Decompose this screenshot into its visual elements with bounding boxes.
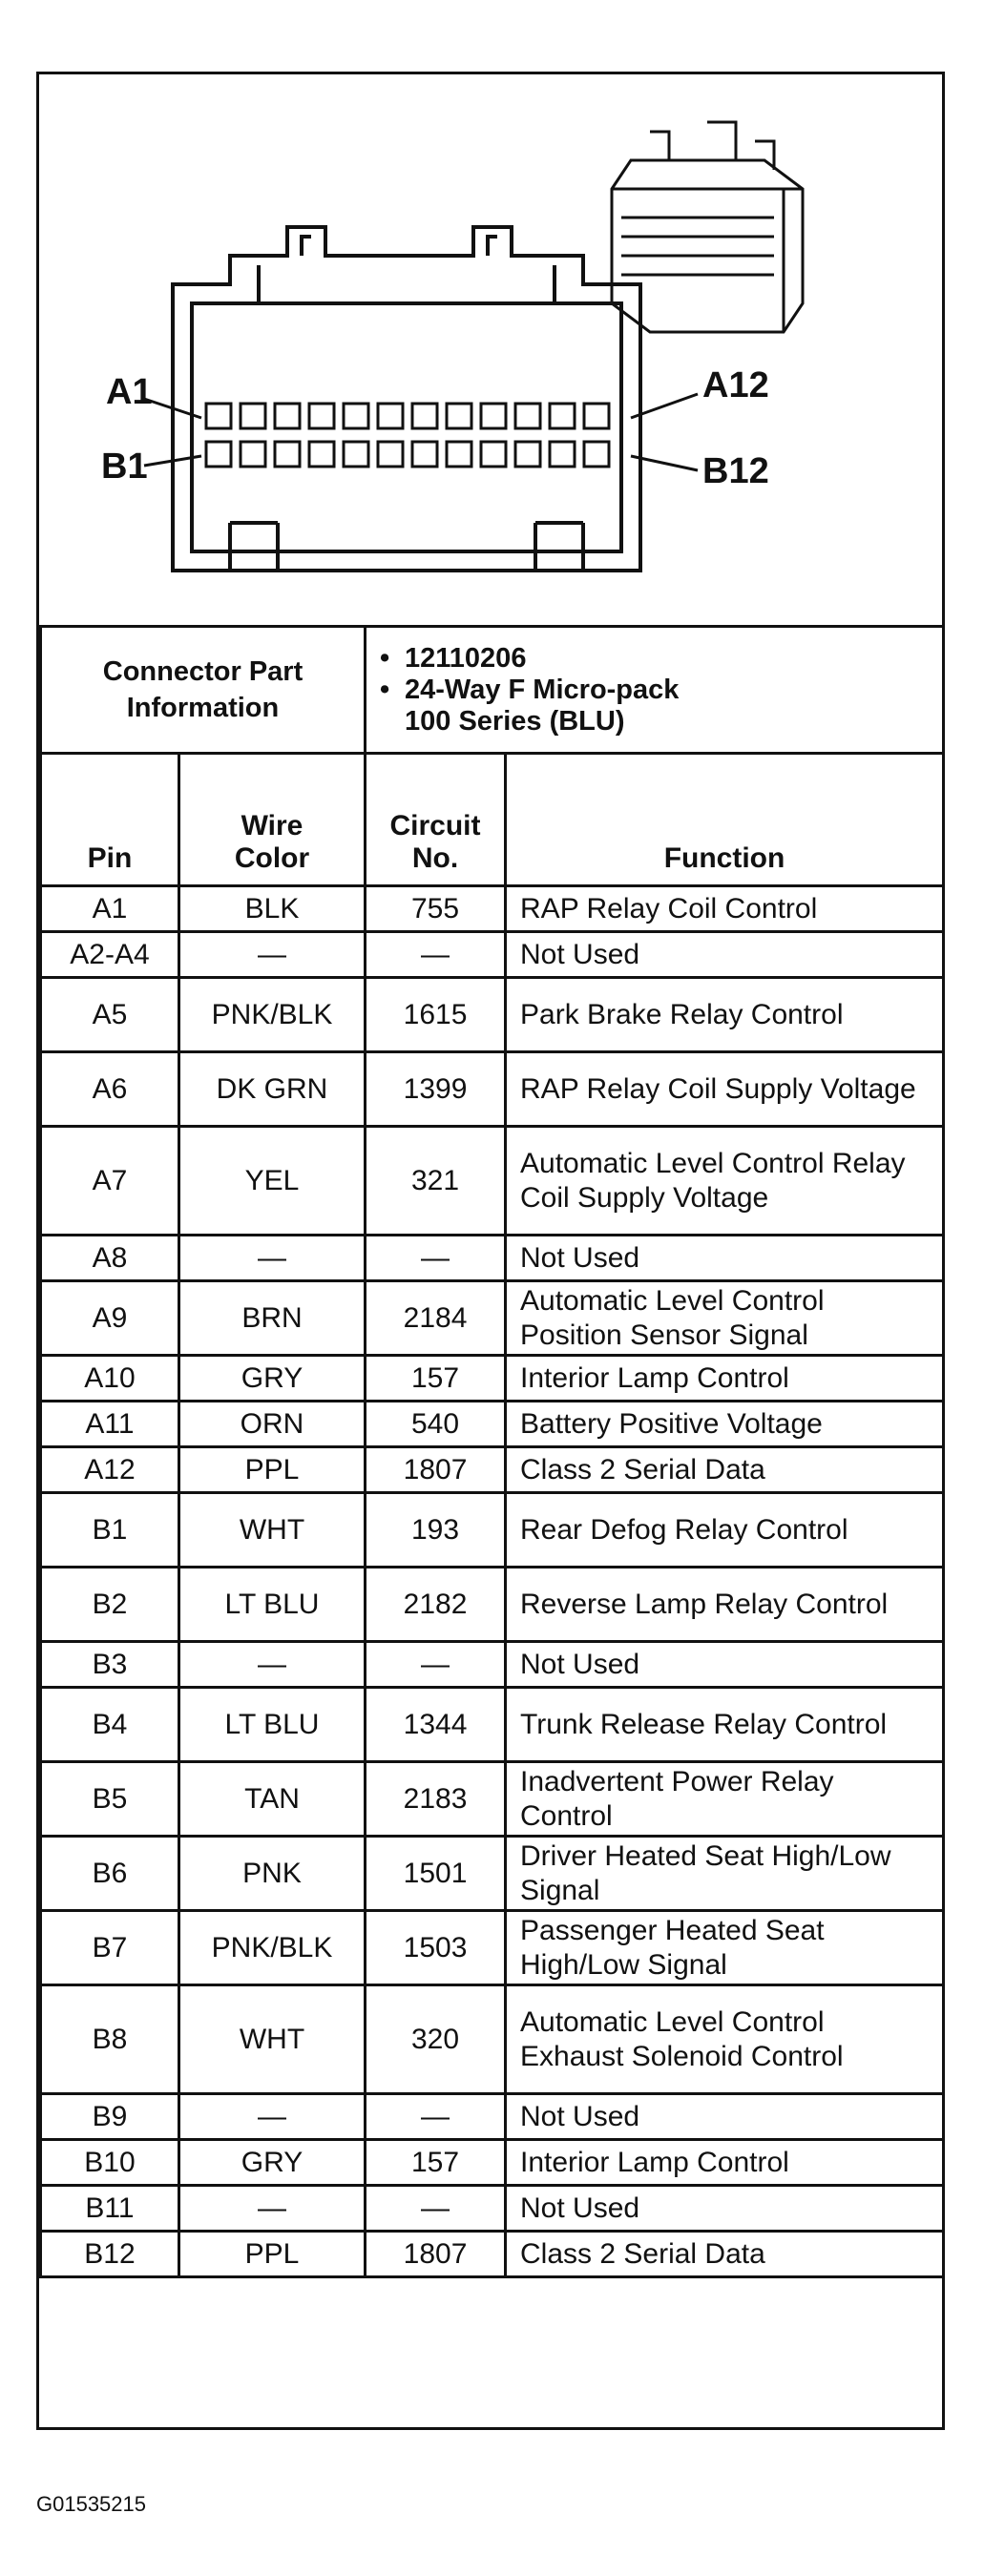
function-cell: Class 2 Serial Data	[506, 1447, 944, 1493]
function-cell: RAP Relay Coil Control	[506, 886, 944, 932]
function-cell: Not Used	[506, 1236, 944, 1281]
connector-description-line1: 24-Way F Micro-pack	[405, 674, 680, 705]
wire-color-cell: —	[179, 2186, 366, 2232]
pin-cell: B6	[41, 1837, 179, 1911]
circuit-number-cell: 755	[366, 886, 506, 932]
connector-chart	[36, 72, 945, 2430]
table-row	[41, 1568, 944, 1642]
circuit-number-cell: 1501	[366, 1837, 506, 1911]
pin-cell: B4	[41, 1688, 179, 1762]
pin-cell: B10	[41, 2140, 179, 2186]
connector-info-row	[41, 627, 944, 754]
pin-cavity	[515, 442, 540, 467]
wire-color-cell: TAN	[179, 1762, 366, 1837]
function-cell: Automatic Level Control Position Sensor Signal	[506, 1281, 944, 1356]
header-wire-color-line1: Wire	[241, 810, 304, 841]
circuit-number-cell: —	[366, 932, 506, 978]
header-circuit-no	[366, 754, 506, 886]
pin-cell: A12	[41, 1447, 179, 1493]
connector-diagram	[39, 74, 942, 628]
pin-cell: A8	[41, 1236, 179, 1281]
wire-color-cell: BLK	[179, 886, 366, 932]
pin-cell: A6	[41, 1052, 179, 1127]
wire-color-cell: YEL	[179, 1127, 366, 1236]
pin-cavity	[584, 442, 609, 467]
table-header-row	[41, 754, 944, 886]
pin-cavity	[550, 442, 575, 467]
pin-label-b12: B12	[702, 451, 769, 491]
pin-cell: B8	[41, 1985, 179, 2094]
wire-color-cell: —	[179, 932, 366, 978]
pin-cell: B9	[41, 2094, 179, 2140]
wire-color-cell: —	[179, 1236, 366, 1281]
function-cell: Not Used	[506, 932, 944, 978]
wire-color-cell: —	[179, 2094, 366, 2140]
circuit-number-cell: —	[366, 1642, 506, 1688]
function-cell: RAP Relay Coil Supply Voltage	[506, 1052, 944, 1127]
table-row	[41, 1356, 944, 1402]
connector-info-label-line2: Information	[126, 693, 280, 723]
circuit-number-cell: 540	[366, 1402, 506, 1447]
pin-label-b1: B1	[101, 447, 148, 487]
circuit-number-cell: —	[366, 1236, 506, 1281]
function-cell: Park Brake Relay Control	[506, 978, 944, 1052]
pin-cavity	[344, 442, 368, 467]
pin-cavity	[412, 442, 437, 467]
function-cell: Class 2 Serial Data	[506, 2232, 944, 2277]
function-cell: Driver Heated Seat High/Low Signal	[506, 1837, 944, 1911]
table-row	[41, 1127, 944, 1236]
table-row	[41, 1493, 944, 1568]
wire-color-cell: BRN	[179, 1281, 366, 1356]
pin-cavity	[241, 442, 265, 467]
wire-color-cell: LT BLU	[179, 1688, 366, 1762]
pin-label-a1: A1	[106, 372, 153, 412]
pinout-rows	[41, 886, 944, 2277]
connector-face-drawing	[39, 74, 942, 625]
pin-cavity	[447, 404, 471, 428]
wire-color-cell: ORN	[179, 1402, 366, 1447]
table-row	[41, 2186, 944, 2232]
circuit-number-cell: 1503	[366, 1911, 506, 1985]
pin-cavity	[481, 404, 506, 428]
function-cell: Reverse Lamp Relay Control	[506, 1568, 944, 1642]
wire-color-cell: GRY	[179, 1356, 366, 1402]
pin-cell: A5	[41, 978, 179, 1052]
wire-color-cell: LT BLU	[179, 1568, 366, 1642]
figure-id: G01535215	[36, 2492, 146, 2516]
pin-cell: A1	[41, 886, 179, 932]
connector-info-label-line1: Connector Part	[102, 656, 304, 687]
pin-cell: B3	[41, 1642, 179, 1688]
function-cell: Rear Defog Relay Control	[506, 1493, 944, 1568]
circuit-number-cell: 2183	[366, 1762, 506, 1837]
header-wire-color-line2: Color	[234, 842, 310, 874]
wire-color-cell: GRY	[179, 2140, 366, 2186]
wire-color-cell: PNK	[179, 1837, 366, 1911]
pin-cavity	[241, 404, 265, 428]
pin-cavity	[412, 404, 437, 428]
header-function: Function	[506, 754, 944, 886]
circuit-number-cell: 157	[366, 1356, 506, 1402]
table-row	[41, 1402, 944, 1447]
connector-info-label	[41, 627, 366, 754]
circuit-number-cell: —	[366, 2094, 506, 2140]
table-row	[41, 1281, 944, 1356]
pin-cavity	[275, 404, 300, 428]
table-row	[41, 1837, 944, 1911]
pinout-table	[39, 625, 945, 2278]
pin-cavity	[515, 404, 540, 428]
circuit-number-cell: 1615	[366, 978, 506, 1052]
table-row	[41, 1985, 944, 2094]
wire-color-cell: DK GRN	[179, 1052, 366, 1127]
header-pin: Pin	[41, 754, 179, 886]
function-cell: Interior Lamp Control	[506, 2140, 944, 2186]
connector-description	[380, 675, 932, 737]
function-cell: Battery Positive Voltage	[506, 1402, 944, 1447]
pin-cell: B7	[41, 1911, 179, 1985]
pin-cell: A2-A4	[41, 932, 179, 978]
table-row	[41, 1447, 944, 1493]
pin-cell: B2	[41, 1568, 179, 1642]
pin-cavity	[206, 404, 231, 428]
connector-description-line2: 100 Series (BLU)	[405, 705, 625, 737]
wire-color-cell: PNK/BLK	[179, 978, 366, 1052]
circuit-number-cell: 320	[366, 1985, 506, 2094]
circuit-number-cell: 1807	[366, 1447, 506, 1493]
table-row	[41, 1052, 944, 1127]
pin-cell: A9	[41, 1281, 179, 1356]
header-circuit-line2: No.	[411, 842, 459, 874]
pin-cell: A11	[41, 1402, 179, 1447]
pin-cavity	[378, 404, 403, 428]
circuit-number-cell: 1344	[366, 1688, 506, 1762]
pin-cavity	[378, 442, 403, 467]
pin-cavity	[309, 442, 334, 467]
circuit-number-cell: 1399	[366, 1052, 506, 1127]
wire-color-cell: WHT	[179, 1985, 366, 2094]
circuit-number-cell: 157	[366, 2140, 506, 2186]
function-cell: Automatic Level Control Relay Coil Supply Voltage	[506, 1127, 944, 1236]
pin-cavity	[275, 442, 300, 467]
table-row	[41, 1762, 944, 1837]
function-cell: Automatic Level Control Exhaust Solenoid Control	[506, 1985, 944, 2094]
pin-cell: B12	[41, 2232, 179, 2277]
table-row	[41, 1642, 944, 1688]
pin-cell: B5	[41, 1762, 179, 1837]
table-row	[41, 1688, 944, 1762]
pin-cavity	[481, 442, 506, 467]
table-row	[41, 2094, 944, 2140]
pin-cell: B1	[41, 1493, 179, 1568]
table-row	[41, 2140, 944, 2186]
wire-color-cell: PPL	[179, 2232, 366, 2277]
function-cell: Inadvertent Power Relay Control	[506, 1762, 944, 1837]
pin-cell: A7	[41, 1127, 179, 1236]
wire-color-cell: PNK/BLK	[179, 1911, 366, 1985]
pin-label-a12: A12	[702, 365, 769, 405]
circuit-number-cell: 1807	[366, 2232, 506, 2277]
table-row	[41, 886, 944, 932]
wire-color-cell: PPL	[179, 1447, 366, 1493]
header-wire-color	[179, 754, 366, 886]
pin-cavity	[309, 404, 334, 428]
pin-cell: A10	[41, 1356, 179, 1402]
circuit-number-cell: 2184	[366, 1281, 506, 1356]
table-row	[41, 1236, 944, 1281]
function-cell: Passenger Heated Seat High/Low Signal	[506, 1911, 944, 1985]
circuit-number-cell: 321	[366, 1127, 506, 1236]
pin-cell: B11	[41, 2186, 179, 2232]
pin-cavity	[447, 442, 471, 467]
pin-cavity	[584, 404, 609, 428]
function-cell: Not Used	[506, 2094, 944, 2140]
table-row	[41, 978, 944, 1052]
function-cell: Not Used	[506, 1642, 944, 1688]
function-cell: Trunk Release Relay Control	[506, 1688, 944, 1762]
table-row	[41, 932, 944, 978]
header-circuit-line1: Circuit	[389, 810, 481, 841]
function-cell: Interior Lamp Control	[506, 1356, 944, 1402]
pin-cavity	[550, 404, 575, 428]
connector-info-list	[366, 627, 944, 754]
pin-cavity	[206, 442, 231, 467]
circuit-number-cell: —	[366, 2186, 506, 2232]
wire-color-cell: —	[179, 1642, 366, 1688]
table-row	[41, 2232, 944, 2277]
function-cell: Not Used	[506, 2186, 944, 2232]
connector-part-number: • 12110206	[380, 643, 932, 675]
circuit-number-cell: 2182	[366, 1568, 506, 1642]
wire-color-cell: WHT	[179, 1493, 366, 1568]
table-row	[41, 1911, 944, 1985]
circuit-number-cell: 193	[366, 1493, 506, 1568]
pin-cavity	[344, 404, 368, 428]
